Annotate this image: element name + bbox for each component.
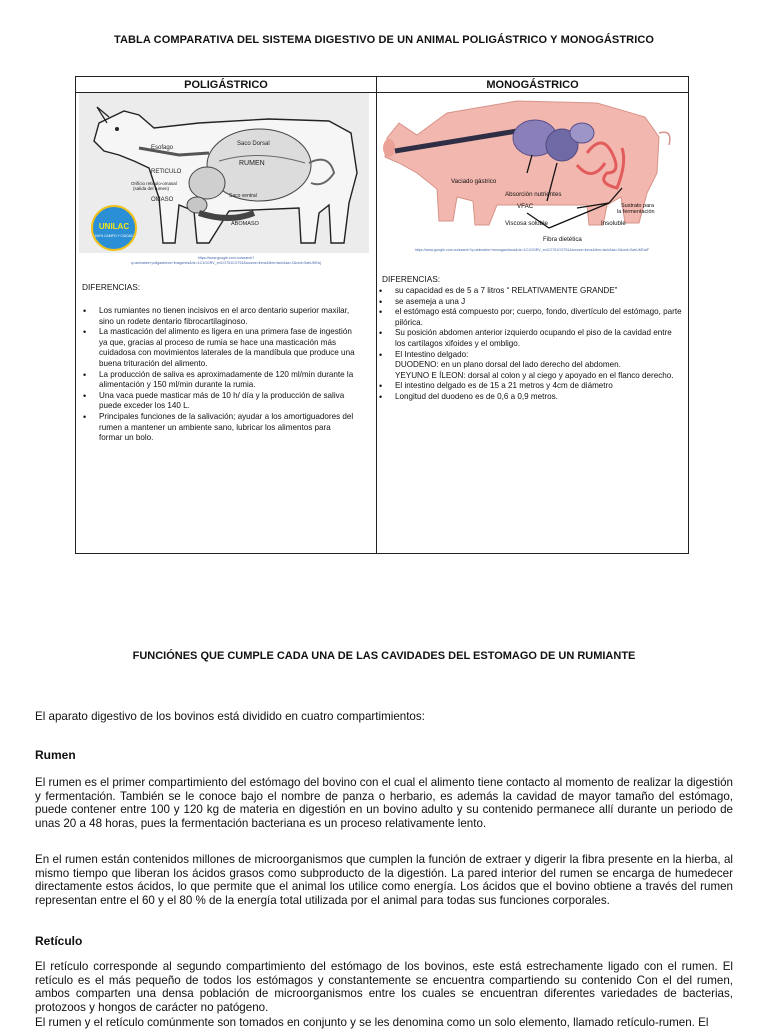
pig-digestive-image bbox=[377, 93, 687, 243]
list-item: • Los rumiantes no tienen incisivos en el arco dentario superior maxilar, sino un rodete dentario fibrocartilaginoso. bbox=[81, 306, 356, 327]
label-esofago: Esofago bbox=[151, 145, 174, 151]
cow-digestive-image bbox=[79, 93, 369, 253]
label-vfa: VFAC bbox=[517, 203, 534, 210]
label-reticulo: RETICULO bbox=[151, 169, 182, 175]
list-item-text: Su posición abdomen anterior izquierdo ocupando el piso de la cavidad entre los cartílagos xifoides y el ombligo. bbox=[395, 328, 672, 348]
list-item-text: su capacidad es de 5 a 7 litros “ RELATIVAMENTE GRANDE” bbox=[395, 286, 618, 295]
header-monogastrico: MONOGÁSTRICO bbox=[486, 79, 579, 91]
header-poligastrico: POLIGÁSTRICO bbox=[184, 79, 268, 91]
label-absorcion: Absorción nutrientes bbox=[505, 191, 562, 198]
rumen-heading: Rumen bbox=[35, 748, 76, 762]
right-diff-title: DIFERENCIAS: bbox=[382, 274, 441, 284]
table-title: TABLA COMPARATIVA DEL SISTEMA DIGESTIVO DE UN ANIMAL POLIGÁSTRICO Y MONOGÁSTRICO bbox=[113, 34, 655, 46]
left-bullets bbox=[81, 306, 356, 444]
list-item-text: El Intestino delgado: bbox=[395, 349, 469, 359]
label-saco-dorsal: Saco Dorsal bbox=[237, 141, 270, 147]
reticulo-paragraph-1: El retículo corresponde al segundo compartimiento del estómago de los bovinos, este está estrechamente ligado con el rumen. El retículo es el más pequeño de todos los estómagos y constantemente se encuentra compartiendo su contenido Con el del rumen, ambos comparten una densa población de microorganismos entre los cuales se encuentran diferentes variedades de bacterias, protozoos y hongos de carácter no patógeno. bbox=[35, 960, 733, 1014]
list-item bbox=[377, 350, 682, 382]
list-item bbox=[377, 297, 682, 308]
reticulo-heading: Retículo bbox=[35, 934, 83, 948]
list-item bbox=[377, 307, 682, 328]
intro-paragraph: El aparato digestivo de los bovinos está dividido en cuatro compartimientos: bbox=[35, 710, 425, 723]
label-sustrato-2: la fermentación bbox=[617, 209, 655, 215]
rumen-paragraph-1: El rumen es el primer compartimiento del estómago del bovino con el cual el alimento tiene contacto al momento de realizar la digestión y fermentación. También se le conoce bajo el nombre de panza o herbario, es además la cavidad de mayor tamaño del estómago, puede contener entre 100 y 120 kg de materia en digestión en un bovino adulto y su contenido permanece allí durante un periodo de unas 20 a 48 horas, pues la fermentación bacteriana es un proceso relativamente lento. bbox=[35, 776, 733, 830]
list-item bbox=[377, 381, 682, 392]
list-item bbox=[377, 328, 682, 349]
monogastrico-column bbox=[377, 93, 688, 553]
rumen-paragraph-2: En el rumen están contenidos millones de microorganismos que cumplen la función de extraer y digerir la fibra presente en la hierba, al mismo tiempo que liberan los ácidos grasos como subproducto de la digestión. La pared interior del rumen se encarga de humedecer directamente estos ácidos, lo que permite que el animal los utilice como energía. Los ácidos que el bovino obtiene a través del rumen representan entre el 60 y el 80 % de la energía total utilizada por el animal para todas sus funciones corporales. bbox=[35, 853, 733, 907]
label-rumen: RUMEN bbox=[239, 160, 265, 167]
list-item-text: Longitud del duodeno es de 0,6 a 0,9 metros. bbox=[395, 391, 558, 401]
list-item: • La masticación del alimento es ligera en una primera fase de ingestión ya que, gracias al proceso de rumia se hace una masticación más cuidadosa con movimientos laterales de la mandíbula que produce una buena trituración del alimento. bbox=[81, 327, 356, 369]
comparison-table bbox=[75, 76, 689, 554]
list-item-text: el estómago está compuesto por; cuerpo, fondo, divertículo del estómago, parte pilórica. bbox=[395, 307, 682, 327]
label-orificio-sub: (salida del rumen) bbox=[133, 186, 170, 191]
logo-text: UNILAC bbox=[98, 222, 130, 231]
list-subitem: DUODENO: en un plano dorsal del lado derecho del abdomen. bbox=[395, 360, 621, 370]
label-fibra: Fibra dietética bbox=[543, 236, 582, 243]
reticulo-paragraph-2: El rumen y el retículo comúnmente son tomados en conjunto y se les denomina como un solo elemento, llamado retículo-rumen. El bbox=[35, 1016, 709, 1029]
pig-image-link[interactable]: https://www.google.com.co/search?q=animales+monogastricos&rlz=1C1GGRV_enCO751CO751&source=lnms&tbm=isch&sa=X&ved=0ahUKEwiF bbox=[414, 248, 650, 252]
list-item: • Una vaca puede masticar más de 10 h/ día y la producción de saliva puede exceder los 140 L. bbox=[81, 391, 356, 412]
logo-subtext: 100% CAMPO Y CIUDAD bbox=[94, 234, 134, 238]
label-vaciado: Vaciado gástrico bbox=[451, 178, 497, 185]
list-item-text: El intestino delgado es de 15 a 21 metros y 4cm de diámetro bbox=[395, 381, 613, 391]
list-item: • Principales funciones de la salivación; ayudar a los amortiguadores del rumen a mantener un ambiente sano, lubricar los alimentos para formar un bolo. bbox=[81, 412, 356, 444]
label-sustrato: Sustrato para bbox=[621, 203, 655, 209]
unilac-logo bbox=[92, 206, 136, 250]
label-orificio: Orificio reticulo-omasal bbox=[131, 181, 177, 186]
poligastrico-column bbox=[76, 93, 376, 553]
cow-image-link[interactable]: https://www.google.com.co/search?q=animales+poligastricos+imagenes&rlz=1C1GGRV_enCO751CO751&source=lnms&tbm=isch&sa=X&ved=0ahUKEwj bbox=[131, 256, 321, 265]
list-item bbox=[377, 392, 682, 403]
right-bullets bbox=[377, 286, 682, 403]
list-item-text: se asemeja a una J bbox=[395, 296, 466, 306]
label-viscosa: Viscosa soluble bbox=[505, 220, 548, 227]
list-subitem: YEYUNO E ÍLEON: dorsal al colon y al ciego y apoyado en el flanco derecho. bbox=[395, 370, 674, 380]
label-omaso: OMASO bbox=[151, 197, 174, 203]
functions-title: FUNCIÓNES QUE CUMPLE CADA UNA DE LAS CAVIDADES DEL ESTOMAGO DE UN RUMIANTE bbox=[132, 650, 636, 662]
label-abomaso: ABOMASO bbox=[231, 221, 259, 227]
label-insoluble: Insoluble bbox=[601, 220, 626, 227]
list-item bbox=[377, 286, 682, 297]
list-item: • La producción de saliva es aproximadamente de 120 ml/min durante la alimentación y 150 ml/min durante la rumia. bbox=[81, 370, 356, 391]
label-saco-ventral: Saco ventral bbox=[229, 193, 257, 199]
left-diff-title: DIFERENCIAS: bbox=[82, 282, 141, 292]
